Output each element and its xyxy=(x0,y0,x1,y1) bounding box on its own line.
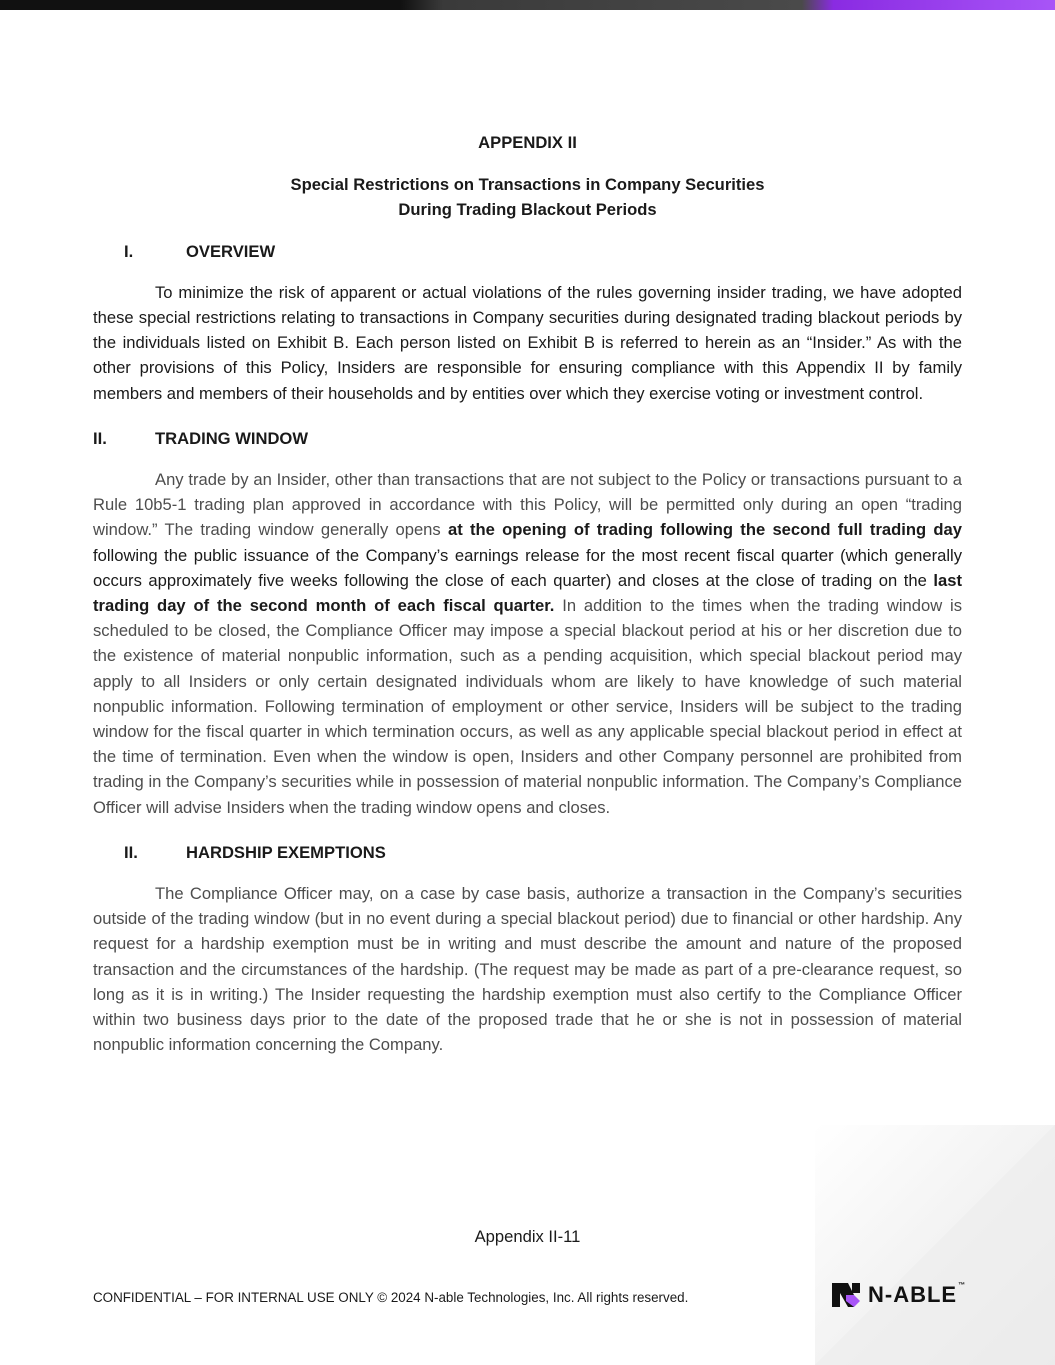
title-line-2: During Trading Blackout Periods xyxy=(398,200,657,220)
trading-window-paragraph xyxy=(93,467,962,820)
overview-paragraph: To minimize the risk of apparent or actual violations of the rules governing insider trading, we have adopted these special restrictions relating to transactions in Company securities during designated trading blackout periods by the individuals listed on Exhibit B. Each person listed on Exhibit B is referred to herein as an “Insider.” As with the other provisions of this Policy, Insiders are responsible for ensuring compliance with this Appendix II by family members and members of their households and by entities over which they exercise voting or investment control. xyxy=(93,282,962,403)
trading-window-bold-2: last trading day of the second month of each fiscal quarter. xyxy=(93,570,962,616)
appendix-heading: APPENDIX II xyxy=(478,133,577,152)
section-title: TRADING WINDOW xyxy=(155,428,309,448)
trading-window-text-2: following the public issuance of the Company’s earnings release for the most recent fiscal quarter (which generally occurs approximately five weeks following the close of each quarter) and closes at the close of trading on the xyxy=(93,545,962,590)
trading-window-text-1: Any trade by an Insider, other than transactions that are not subject to the Policy or transactions pursuant to a Rule 10b5-1 trading plan approved in accordance with this Policy, will be permitted only during an open “trading window.” The trading window generally opens xyxy=(93,470,962,540)
trading-window-bold-1: at the opening of trading following the second full trading day xyxy=(447,520,962,540)
section-heading-overview xyxy=(93,239,962,264)
n-able-logo xyxy=(832,1281,966,1309)
section-heading-hardship xyxy=(93,840,962,865)
section-title: OVERVIEW xyxy=(186,241,276,261)
logo-trademark: ™ xyxy=(958,1282,967,1289)
n-able-logo-icon xyxy=(832,1281,860,1309)
section-number: II. xyxy=(124,842,138,862)
trading-window-text-3: In addition to the times when the trading window is scheduled to be closed, the Compliance Officer may impose a special blackout period at his or her discretion due to the existence of material nonpublic information, such as a pending acquisition, which special blackout period may apply to all Insiders or only certain designated individuals whom are likely to have knowledge of such material nonpublic information. Following termination of employment or other service, Insiders will be subject to the trading window for the fiscal quarter in which termination occurs, as well as any applicable special blackout period in effect at the time of termination. Even when the window is open, Insiders and other Company personnel are prohibited from trading in the Company’s securities while in possession of material nonpublic information. The Company’s Compliance Officer will advise Insiders when the trading window opens and closes. xyxy=(93,596,963,817)
section-title: HARDSHIP EXEMPTIONS xyxy=(186,842,386,862)
footer-confidential-notice: CONFIDENTIAL – FOR INTERNAL USE ONLY © 2024 N-able Technologies, Inc. All rights reserved. xyxy=(93,1290,689,1305)
page-number: Appendix II-11 xyxy=(474,1227,581,1246)
title-line-1: Special Restrictions on Transactions in Company Securities xyxy=(290,175,765,195)
logo-wordmark-text: N-ABLE xyxy=(868,1282,958,1307)
logo-wordmark xyxy=(868,1282,966,1308)
top-decorative-bar xyxy=(0,0,1055,10)
section-number: II. xyxy=(93,428,107,448)
section-number: I. xyxy=(124,241,134,261)
hardship-paragraph: The Compliance Officer may, on a case by case basis, authorize a transaction in the Company’s securities outside of the trading window (but in no event during a special blackout period) due to financial or other hardship. Any request for a hardship exemption must be in writing and must describe the amount and nature of the proposed transaction and the circumstances of the hardship. (The request may be made as part of a pre-clearance request, so long as it is in writing.) The Insider requesting the hardship exemption must also certify to the Compliance Officer within two business days prior to the date of the proposed trade that he or she is not in possession of material nonpublic information concerning the Company. xyxy=(93,884,962,1055)
document-body xyxy=(93,130,962,1078)
section-heading-trading-window xyxy=(93,426,962,451)
